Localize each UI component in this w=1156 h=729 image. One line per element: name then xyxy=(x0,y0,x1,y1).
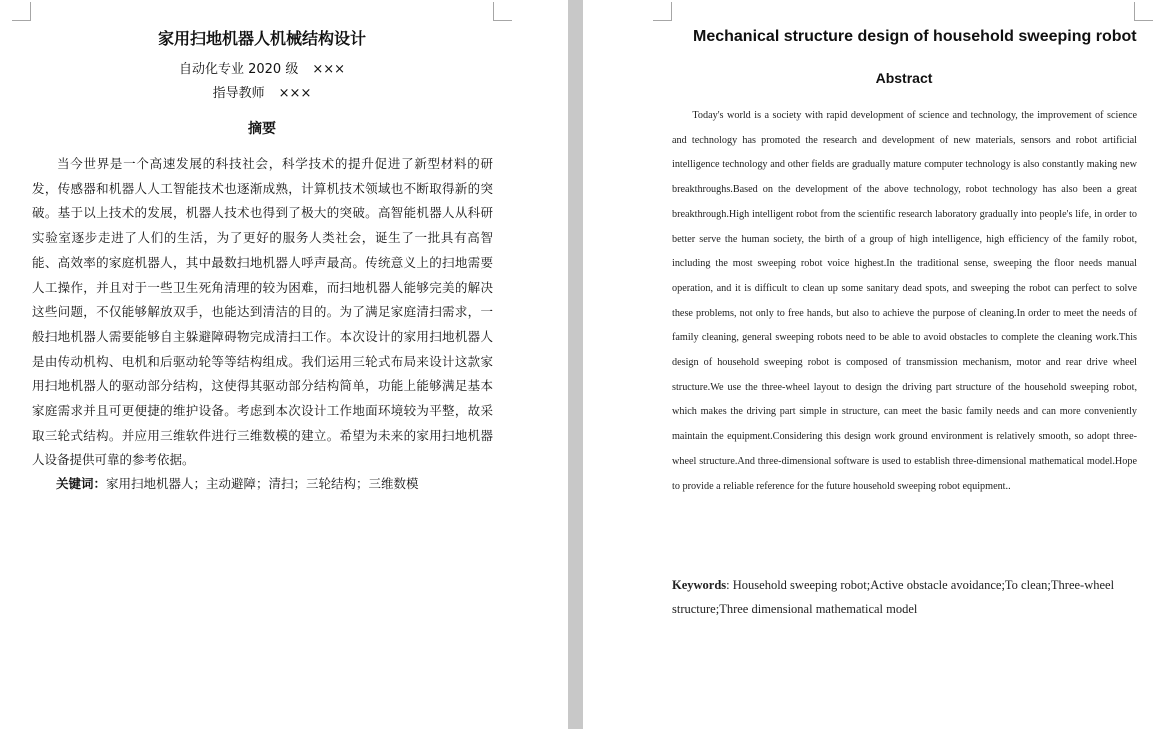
abstract-heading-en: Abstract xyxy=(875,70,933,86)
advisor-label: 指导教师 xyxy=(212,86,265,101)
abstract-body-en: Today's world is a society with rapid development of science and technology, the improvement of science and technology has promoted the research and development of new materials, sensors and robot artificial intelligence technology and other fields are gradually mature computer technology is also constantly making new breakthroughs.Based on the development of the above technology, robot technology has also been a great breakthrough.High intelligent robot from the scientific research laboratory gradually into people's life, in order to better serve the human society, the birth of a group of high intelligence, high efficiency of the family robot, including the most sweeping robot voice highest.In the traditional sense, sweeping the floor needs manual operation, and it is difficult to clean up some sanitary dead spots, and sweeping the robot can perfect to solve these problems, not only to free hands, but also to achieve the purpose of cleaning.In order to meet the needs of family cleaning, general sweeping robots need to be able to avoid obstacles to complete the cleaning work.This design of household sweeping robot is composed of transmission mechanism, motor and rear drive wheel structure.We use the three-wheel layout to design the driving part structure of the household sweeping robot, which makes the driving part simple in structure, can meet the basic family needs and can more conveniently maintain the equipment.Considering this design work ground environment is relatively smooth, so adopt three-wheel structure.And three-dimensional software is used to establish three-dimensional mathematical model.Hope to provide a reliable reference for the future household sweeping robot equipment.. xyxy=(672,110,1137,492)
keywords-text-en: : Household sweeping robot;Active obstacle avoidance;To clean;Three-wheel structure;Three dimensional mathematical model xyxy=(672,578,1115,616)
author-line xyxy=(0,58,524,77)
keywords-label-en: Keywords xyxy=(672,578,727,592)
abstract-body-cn: 当今世界是一个高速发展的科技社会，科学技术的提升促进了新型材料的研发，传感器和机器人人工智能技术也逐渐成熟，计算机技术领域也不断取得新的突破。基于以上技术的发展，机器人技术也得到了极大的突破。高智能机器人从科研实验室逐步走进了人们的生活，为了更好的服务人类社会，诞生了一批具有高智能、高效率的家庭机器人，其中最数扫地机器人呼声最高。传统意义上的扫地需要人工操作，并且对于一些卫生死角清理的较为困难，而扫地机器人能够完美的解决这些问题，不仅能够解放双手，也能达到清洁的目的。为了满足家庭清扫需求，一般扫地机器人需要能够自主躲避障碍物完成清扫工作。本次设计的家用扫地机器人是由传动机构、电机和后驱动轮等等结构组成。我们运用三轮式布局来设计这款家用扫地机器人的驱动部分结构，这使得其驱动部分结构简单，功能上能够满足基本家庭需求并且可更便捷的维护设备。考虑到本次设计工作地面环境较为平整，故采取三轮式结构。并应用三维软件进行三维数模的建立。希望为未来的家用扫地机器人设备提供可靠的参考依据。 xyxy=(32,156,493,468)
advisor-line xyxy=(0,82,524,101)
author-program: 自动化专业 2020 级 xyxy=(178,62,299,77)
keywords-en xyxy=(672,573,1132,621)
page-english-abstract xyxy=(583,0,1156,729)
crop-mark-top-right xyxy=(1134,2,1153,21)
thesis-title-en: Mechanical structure design of household sweeping robot xyxy=(693,28,1137,45)
thesis-title-cn: 家用扫地机器人机械结构设计 xyxy=(157,29,366,48)
crop-mark-top-left xyxy=(653,2,672,21)
keywords-text-cn: 家用扫地机器人；主动避障；清扫；三轮结构；三维数模 xyxy=(106,476,419,491)
abstract-heading-cn: 摘要 xyxy=(248,121,276,137)
keywords-cn xyxy=(56,474,419,492)
advisor-name: ××× xyxy=(278,86,312,101)
author-name: ××× xyxy=(312,62,346,77)
crop-mark-top-right xyxy=(493,2,512,21)
crop-mark-top-left xyxy=(12,2,31,21)
page-gutter xyxy=(568,0,583,729)
keywords-label-cn: 关键词： xyxy=(56,476,107,491)
page-chinese-abstract xyxy=(0,0,568,729)
